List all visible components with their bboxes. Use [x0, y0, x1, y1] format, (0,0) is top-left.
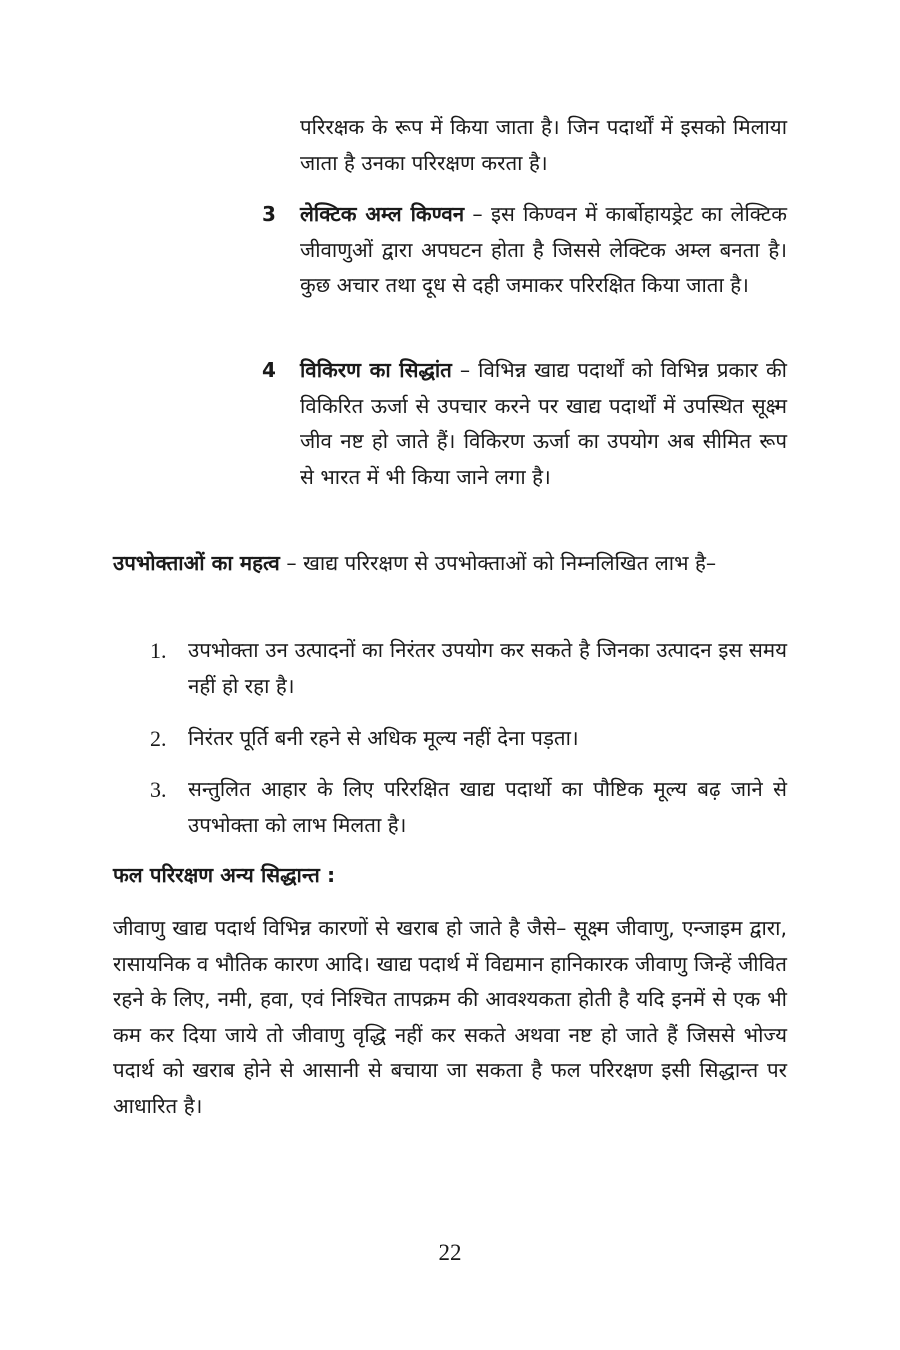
page-number: 22 — [438, 1240, 462, 1265]
continuation-paragraph: परिरक्षक के रूप में किया जाता है। जिन पदार्थों में इसको मिलाया जाता है उनका परिरक्षण करता है। — [300, 115, 787, 175]
consumer-importance-paragraph — [113, 546, 787, 582]
benefit-number: 1. — [150, 638, 167, 663]
benefit-text: सन्तुलित आहार के लिए परिरक्षित खाद्य पदार्थो का पौष्टिक मूल्य बढ़ जाने से उपभोक्ता को लाभ मिलता है। — [188, 777, 787, 837]
principle-text: इस किण्वन में कार्बोहायड्रेट का लेक्टिक जीवाणुओं द्वारा अपघटन होता है जिससे लेक्टिक अम्ल बनता है। कुछ अचार तथा दूध से दही जमाकर परिरक्षित किया जाता है। — [300, 202, 787, 297]
principle-body — [300, 197, 787, 304]
principle-title: लेक्टिक अम्ल किण्वन — [300, 202, 465, 226]
principle-number: 4 — [262, 358, 276, 382]
consumer-intro: खाद्य परिरक्षण से उपभोक्ताओं को निम्नलिखित लाभ है– — [303, 551, 717, 575]
heading-dash: – — [279, 551, 304, 575]
benefit-number: 3. — [150, 777, 167, 802]
principle-body — [300, 353, 787, 495]
principle-number: 3 — [262, 202, 276, 226]
principle-text: विभिन्न खाद्य पदार्थों को विभिन्न प्रकार की विकिरित ऊर्जा से उपचार करने पर खाद्य पदार्थों में उपस्थित सूक्ष्म जीव नष्ट हो जाते हैं। विकिरण ऊर्जा का उपयोग अब सीमित रूप से भारत में भी किया जाने लगा है। — [300, 358, 787, 489]
benefit-list-item — [150, 633, 787, 704]
principle-item-4 — [262, 353, 787, 495]
title-dash: – — [451, 358, 479, 382]
benefit-number: 2. — [150, 726, 167, 751]
principle-title: विकिरण का सिद्धांत — [300, 358, 452, 382]
consumer-heading: उपभोक्ताओं का महत्व — [113, 551, 280, 575]
fruit-preservation-heading: फल परिरक्षण अन्य सिद्धान्त : — [113, 863, 336, 887]
benefit-text: उपभोक्ता उन उत्पादनों का निरंतर उपयोग कर सकते है जिनका उत्पादन इस समय नहीं हो रहा है। — [188, 638, 787, 698]
benefit-text: निरंतर पूर्ति बनी रहने से अधिक मूल्य नहीं देना पड़ता। — [188, 726, 579, 750]
principle-item-3 — [262, 197, 787, 304]
title-dash: – — [464, 202, 491, 226]
benefit-list-item — [150, 721, 787, 757]
benefit-list-item — [150, 772, 787, 843]
fruit-preservation-paragraph: जीवाणु खाद्य पदार्थ विभिन्न कारणों से खराब हो जाते है जैसे– सूक्ष्म जीवाणु, एन्जाइम द्वारा, रासायनिक व भौतिक कारण आदि। खाद्य पदार्थ में विद्यमान हानिकारक जीवाणु जिन्हें जीवित रहने के लिए, नमी, हवा, एवं निश्चित तापक्रम की आवश्यकता होती है यदि इनमें से एक भी कम कर दिया जाये तो जीवाणु वृद्धि नहीं कर सकते अथवा नष्ट हो जाते हैं जिससे भोज्य पदार्थ को खराब होने से आसानी से बचाया जा सकता है फल परिरक्षण इसी सिद्धान्त पर आधारित है। — [113, 916, 787, 1118]
